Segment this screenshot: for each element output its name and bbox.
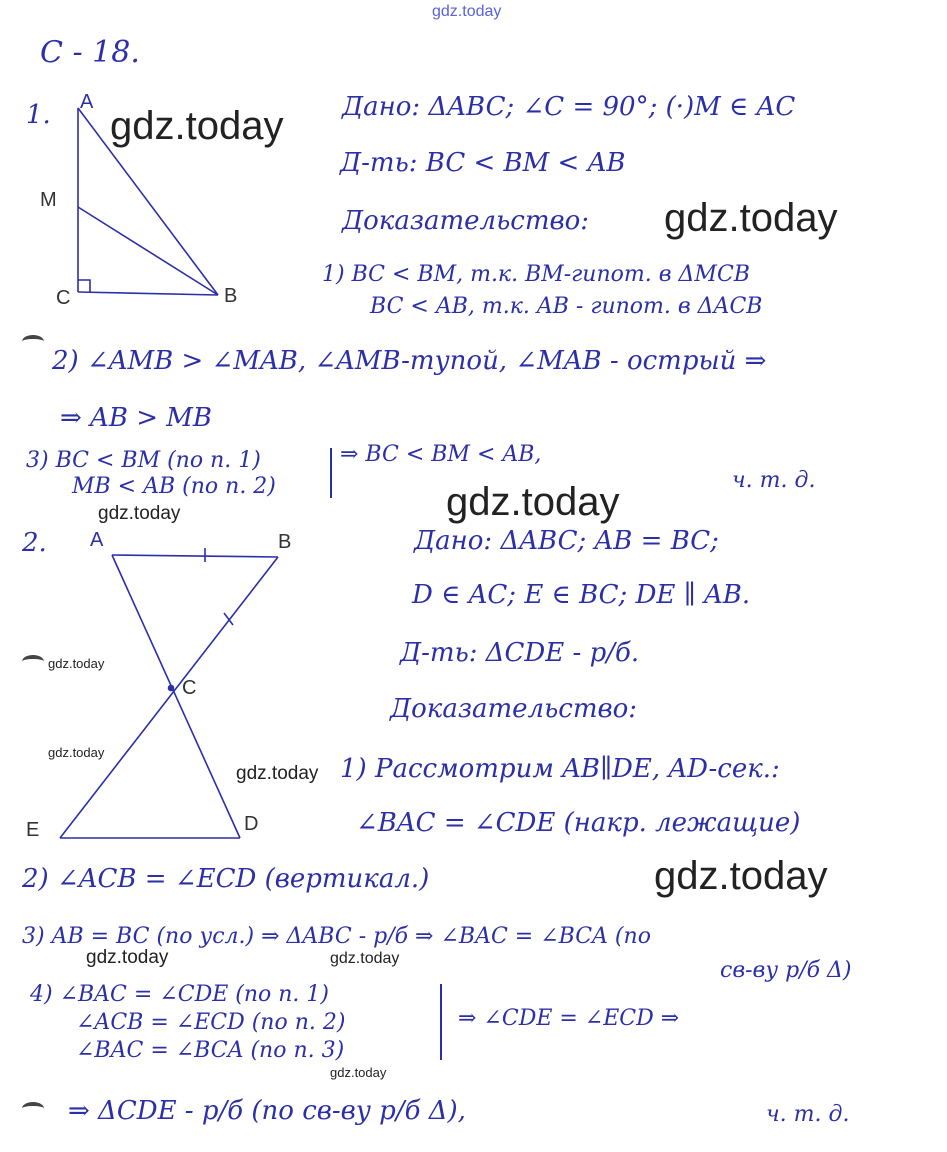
watermark-4: gdz.today [98, 503, 181, 524]
watermark-7: gdz.today [236, 763, 319, 784]
task2-step4c: ∠BAC = ∠BCA (по п. 3) [76, 1038, 345, 1063]
task2-label-b: B [278, 531, 292, 553]
segment-mb [78, 207, 218, 295]
task1-qed: ч. т. д. [732, 468, 816, 493]
task2-step1b: ∠BAC = ∠CDE (накр. лежащие) [356, 808, 801, 838]
task2-final: ⇒ ΔCDE - р/б (по св-ву р/б Δ), [68, 1096, 466, 1126]
task1-given: Дано: ΔABC; ∠C = 90°; (·)M ∈ AC [342, 92, 796, 122]
task2-step4-bracket [440, 984, 442, 1060]
segment-ad [112, 555, 240, 838]
task1-label-m: M [40, 189, 57, 211]
watermark-1: gdz.today [110, 104, 284, 148]
watermark-top: gdz.today [432, 3, 502, 20]
task1-step3c: ⇒ BC < BM < AB, [340, 442, 542, 467]
task2-qed: ч. т. д. [766, 1102, 850, 1127]
task1-step3b: MB < AB (по п. 2) [72, 474, 276, 499]
task2-given1: Дано: ΔABC; AB = BC; [414, 526, 719, 556]
task1-step2b: ⇒ AB > MB [60, 403, 212, 433]
task1-step1a: 1) BC < BM, т.к. BM-гипот. в ΔMCB [322, 262, 750, 287]
task2-label-c: C [182, 677, 197, 699]
watermark-11: gdz.today [330, 1065, 387, 1080]
binder-hole-mark-1 [22, 335, 44, 348]
task2-step4b: ∠ACB = ∠ECD (по п. 2) [76, 1010, 346, 1035]
task2-prove: Д-ть: ΔCDE - р/б. [400, 638, 640, 668]
task2-step1a: 1) Рассмотрим AB∥DE, AD-сек.: [340, 754, 780, 784]
task2-proof-title: Доказательство: [390, 694, 638, 724]
task1-number: 1. [26, 100, 51, 130]
task2-number: 2. [22, 528, 47, 558]
task2-step3a: 3) AB = BC (по усл.) ⇒ ΔABC - р/б ⇒ ∠BAC = ∠BCA (по [22, 924, 651, 949]
segment-be [60, 557, 278, 838]
binder-hole-mark-2 [22, 655, 44, 668]
task2-step2: 2) ∠ACB = ∠ECD (вертикал.) [22, 864, 430, 894]
task1-step3a: 3) BC < BM (по п. 1) [26, 448, 261, 473]
task1-step3-bracket [330, 448, 332, 498]
task2-step4d: ⇒ ∠CDE = ∠ECD ⇒ [458, 1006, 680, 1031]
task2-label-a: A [90, 529, 104, 551]
page-title: С - 18. [40, 35, 140, 70]
point-c [169, 686, 174, 691]
watermark-6: gdz.today [48, 745, 105, 760]
segment-ab-2 [112, 555, 278, 557]
task1-label-a: A [80, 91, 94, 113]
task1-proof-title: Доказательство: [342, 206, 590, 236]
watermark-9: gdz.today [86, 947, 169, 968]
task1-step2a: 2) ∠AMB > ∠MAB, ∠AMB-тупой, ∠MAB - острый ⇒ [52, 346, 767, 376]
watermark-5: gdz.today [48, 656, 105, 671]
task1-prove: Д-ть: BC < BM < AB [340, 148, 626, 178]
task2-given2: D ∈ AC; E ∈ BC; DE ∥ AB. [412, 580, 751, 610]
task1-label-b: B [224, 285, 238, 307]
task2-step4a: 4) ∠BAC = ∠CDE (по п. 1) [30, 982, 329, 1007]
task2-label-d: D [244, 813, 259, 835]
watermark-3: gdz.today [446, 480, 620, 524]
task1-label-c: C [56, 287, 71, 309]
right-angle-mark [78, 280, 90, 292]
task2-step3b: св-ву р/б Δ) [720, 958, 852, 983]
binder-hole-mark-3 [22, 1102, 44, 1115]
watermark-2: gdz.today [664, 196, 838, 240]
figure-2-triangles [60, 548, 278, 838]
watermark-8: gdz.today [654, 854, 828, 898]
watermark-10: gdz.today [330, 950, 400, 967]
task1-step1b: BC < AB, т.к. AB - гипот. в ΔACB [370, 294, 763, 319]
segment-cb [78, 292, 218, 295]
task2-label-e: E [26, 819, 40, 841]
tick-bc [224, 613, 233, 625]
